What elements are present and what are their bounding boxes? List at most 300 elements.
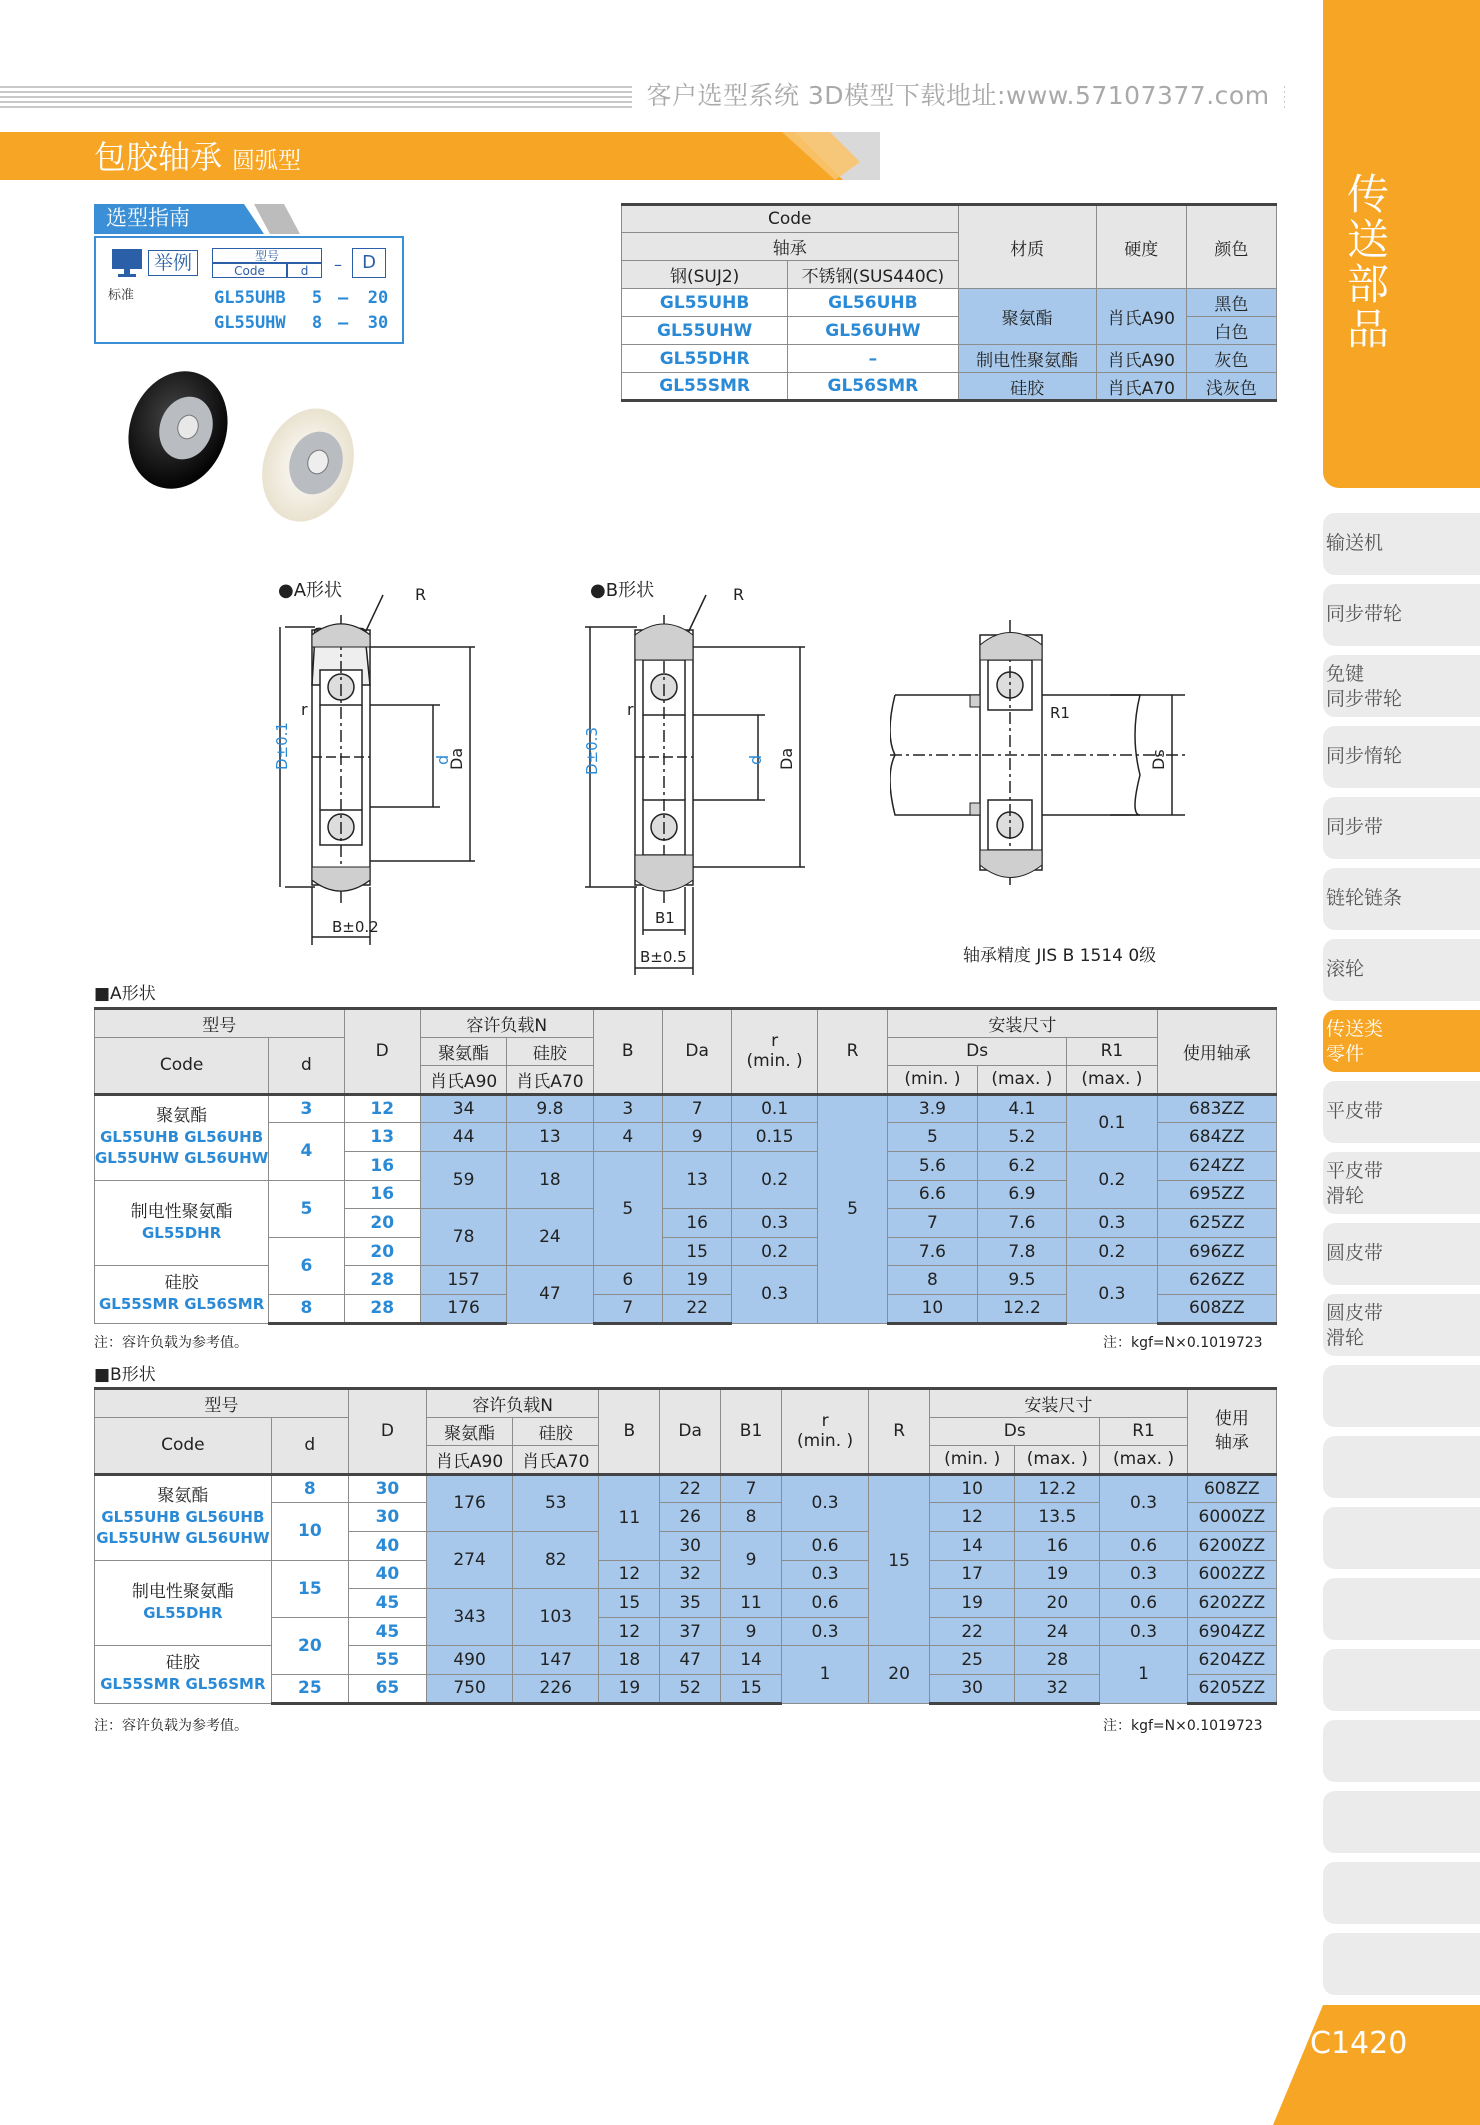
sidebar-empty-tab xyxy=(1323,1507,1480,1569)
cell-B1: 9 xyxy=(721,1531,782,1588)
cell-R1: 0.3 xyxy=(1067,1209,1158,1238)
cell-B: 12 xyxy=(599,1560,660,1589)
th-ds-max: (max. ) xyxy=(977,1066,1067,1095)
product-photo xyxy=(118,360,373,530)
sidebar-title-char: 部 xyxy=(1346,260,1389,309)
th-B1: B1 xyxy=(721,1389,782,1475)
cell-load-pu: 34 xyxy=(420,1094,506,1123)
cell-load-pu: 176 xyxy=(426,1474,512,1531)
page-number: C1420 xyxy=(1310,2026,1408,2061)
cell-Da: 16 xyxy=(662,1209,731,1238)
table-b-title: ■B形状 xyxy=(94,1365,156,1385)
cell-R: 5 xyxy=(817,1094,887,1323)
cell-d: 10 xyxy=(271,1503,348,1560)
guide-D-header: D xyxy=(352,248,386,278)
cell-ds-min: 19 xyxy=(930,1589,1015,1618)
cell-ds-min: 5.6 xyxy=(888,1151,977,1180)
sidebar-category-title xyxy=(1338,172,1398,352)
guide-dash: – xyxy=(334,255,342,274)
th-shore-a90: 肖氏A90 xyxy=(426,1446,512,1475)
table-a-note-left: 注：容许负载为参考值。 xyxy=(94,1335,248,1351)
guide-code: GL55UHB xyxy=(214,288,286,308)
spec-hardness: 肖氏A90 xyxy=(1096,289,1186,345)
sidebar-empty-tab xyxy=(1323,1791,1480,1853)
spec-header-stainless: 不锈钢(SUS440C) xyxy=(788,261,958,289)
cell-r: 0.3 xyxy=(781,1474,868,1531)
spec-hardness: 肖氏A70 xyxy=(1096,373,1186,401)
cell-bearing: 608ZZ xyxy=(1187,1474,1276,1503)
cell-R1: 0.6 xyxy=(1100,1531,1187,1560)
guide-tab-label: 选型指南 xyxy=(106,206,190,230)
spec-material: 制电性聚氨酯 xyxy=(958,345,1096,373)
cell-ds-max: 12.2 xyxy=(1015,1474,1100,1503)
cell-ds-max: 16 xyxy=(1015,1531,1100,1560)
cell-r: 0.6 xyxy=(781,1589,868,1618)
title-main: 包胶轴承 xyxy=(94,138,223,176)
cell-ds-max: 6.2 xyxy=(977,1151,1067,1180)
cell-bearing: 6002ZZ xyxy=(1187,1560,1276,1589)
cell-load-pu: 157 xyxy=(420,1266,506,1295)
spec-color: 黑色 xyxy=(1186,289,1276,317)
table-b xyxy=(94,1387,1277,1705)
cell-D: 55 xyxy=(348,1646,426,1675)
th-type: 型号 xyxy=(95,1389,349,1418)
cell-Da: 52 xyxy=(660,1674,721,1703)
th-B: B xyxy=(599,1389,660,1475)
guide-example-label: 举例 xyxy=(148,250,198,276)
spec-color: 白色 xyxy=(1186,317,1276,345)
cell-R: 15 xyxy=(869,1474,930,1646)
cell-B: 5 xyxy=(593,1151,662,1265)
cell-ds-max: 7.6 xyxy=(977,1209,1067,1238)
cell-B1: 11 xyxy=(721,1589,782,1618)
spec-material: 聚氨酯 xyxy=(958,289,1096,345)
cell-ds-max: 4.1 xyxy=(977,1094,1067,1123)
th-pu: 聚氨酯 xyxy=(426,1417,512,1446)
dim-B: B±0.5 xyxy=(640,948,687,966)
sidebar-empty-tab xyxy=(1323,1862,1480,1924)
mounting-drawing xyxy=(890,615,1185,890)
sidebar-empty-tab xyxy=(1323,1365,1480,1427)
th-load: 容许负载N xyxy=(426,1389,598,1418)
th-code: Code xyxy=(95,1417,272,1474)
th-Da: Da xyxy=(662,1009,731,1095)
dim-Da: Da xyxy=(777,747,796,770)
table-b-note-left: 注：容许负载为参考值。 xyxy=(94,1718,248,1734)
th-D: D xyxy=(344,1009,420,1095)
dim-r: r xyxy=(627,700,634,719)
cell-B: 12 xyxy=(599,1617,660,1646)
spec-code-stainless: – xyxy=(788,345,958,373)
material-spec-table xyxy=(621,203,1277,402)
th-type: 型号 xyxy=(95,1009,345,1038)
sidebar-item[interactable]: 链轮链条 xyxy=(1323,868,1480,930)
group-name: 硅胶 xyxy=(165,1653,200,1674)
sidebar-item[interactable]: 平皮带 xyxy=(1323,1081,1480,1143)
cell-ds-max: 5.2 xyxy=(977,1123,1067,1152)
sidebar-title-char: 送 xyxy=(1346,215,1389,264)
group-pu xyxy=(95,1474,272,1560)
dim-B1: B1 xyxy=(655,909,675,927)
cell-ds-max: 28 xyxy=(1015,1646,1100,1675)
cell-D: 40 xyxy=(348,1531,426,1560)
th-shore-a70: 肖氏A70 xyxy=(507,1066,593,1095)
cell-bearing: 696ZZ xyxy=(1157,1237,1276,1266)
guide-D: 20 xyxy=(367,288,389,308)
group-name: 聚氨酯 xyxy=(156,1106,208,1127)
th-mount: 安装尺寸 xyxy=(930,1389,1188,1418)
dim-R: R xyxy=(415,585,427,604)
cell-D: 28 xyxy=(344,1266,420,1295)
th-si: 硅胶 xyxy=(513,1417,599,1446)
cell-bearing: 6904ZZ xyxy=(1187,1617,1276,1646)
cell-Da: 9 xyxy=(662,1123,731,1152)
cell-load-si: 9.8 xyxy=(507,1094,593,1123)
cell-bearing: 695ZZ xyxy=(1157,1180,1276,1209)
spec-code-steel: GL55SMR xyxy=(622,373,788,401)
spec-header-material: 材质 xyxy=(958,205,1096,289)
dim-Ds: Ds xyxy=(1149,749,1168,770)
cell-Da: 32 xyxy=(660,1560,721,1589)
cell-ds-min: 12 xyxy=(930,1503,1015,1532)
cell-load-si: 226 xyxy=(513,1674,599,1703)
cell-ds-min: 10 xyxy=(888,1294,977,1323)
monitor-icon xyxy=(110,246,144,280)
spec-code-stainless: GL56SMR xyxy=(788,373,958,401)
cell-ds-min: 7 xyxy=(888,1209,977,1238)
cell-ds-max: 13.5 xyxy=(1015,1503,1100,1532)
th-r1-max: (max. ) xyxy=(1100,1446,1187,1475)
cell-Da: 26 xyxy=(660,1503,721,1532)
group-codes: GL55SMR GL56SMR xyxy=(100,1675,266,1694)
sidebar-item[interactable]: 平皮带 滑轮 xyxy=(1323,1152,1480,1214)
cell-bearing: 683ZZ xyxy=(1157,1094,1276,1123)
table-b-note-right: 注：kgf=N×0.1019723 xyxy=(1103,1718,1263,1734)
cell-R1: 0.1 xyxy=(1067,1094,1158,1151)
spec-code-steel: GL55UHB xyxy=(622,289,788,317)
cell-B1: 7 xyxy=(721,1474,782,1503)
cell-B: 7 xyxy=(593,1294,662,1323)
cell-Da: 30 xyxy=(660,1531,721,1560)
th-r-label: r xyxy=(771,1031,779,1052)
cell-ds-min: 8 xyxy=(888,1266,977,1295)
th-r1-max: (max. ) xyxy=(1067,1066,1158,1095)
th-r-min: (min. ) xyxy=(797,1431,854,1452)
cell-load-pu: 274 xyxy=(426,1531,512,1588)
cell-Da: 7 xyxy=(662,1094,731,1123)
cell-ds-min: 7.6 xyxy=(888,1237,977,1266)
cell-bearing: 6202ZZ xyxy=(1187,1589,1276,1618)
cell-D: 20 xyxy=(344,1209,420,1238)
th-bearing: 使用 轴承 xyxy=(1187,1389,1276,1475)
cell-R: 20 xyxy=(869,1646,930,1703)
cell-B: 11 xyxy=(599,1474,660,1560)
cell-load-si: 24 xyxy=(507,1209,593,1266)
th-pu: 聚氨酯 xyxy=(420,1037,506,1066)
th-code: Code xyxy=(95,1037,269,1094)
cell-bearing: 624ZZ xyxy=(1157,1151,1276,1180)
th-Ds: Ds xyxy=(930,1417,1100,1446)
cell-B1: 9 xyxy=(721,1617,782,1646)
cell-D: 16 xyxy=(344,1180,420,1209)
spec-code-stainless: GL56UHB xyxy=(788,289,958,317)
cell-bearing: 625ZZ xyxy=(1157,1209,1276,1238)
cell-r: 0.3 xyxy=(732,1266,818,1323)
group-dhr xyxy=(95,1180,269,1266)
cell-B: 18 xyxy=(599,1646,660,1675)
shape-a-text: A形状 xyxy=(293,580,343,601)
sidebar-empty-tab xyxy=(1323,1436,1480,1498)
cell-R1: 0.6 xyxy=(1100,1589,1187,1618)
cell-ds-min: 30 xyxy=(930,1674,1015,1703)
cell-bearing: 6204ZZ xyxy=(1187,1646,1276,1675)
spec-code-stainless: GL56UHW xyxy=(788,317,958,345)
cell-bearing: 608ZZ xyxy=(1157,1294,1276,1323)
cell-ds-min: 25 xyxy=(930,1646,1015,1675)
cell-Da: 13 xyxy=(662,1151,731,1208)
group-name: 制电性聚氨酯 xyxy=(130,1201,233,1222)
cell-ds-max: 19 xyxy=(1015,1560,1100,1589)
group-codes: GL55UHB GL56UHB GL55UHW GL56UHW xyxy=(96,1508,270,1548)
sidebar-title-char: 品 xyxy=(1346,305,1389,354)
cell-d: 8 xyxy=(269,1294,344,1323)
cell-Da: 35 xyxy=(660,1589,721,1618)
cell-B: 3 xyxy=(593,1094,662,1123)
cell-d: 5 xyxy=(269,1180,344,1237)
cell-ds-max: 6.9 xyxy=(977,1180,1067,1209)
cell-r: 0.1 xyxy=(732,1094,818,1123)
cell-D: 12 xyxy=(344,1094,420,1123)
table-a xyxy=(94,1007,1277,1325)
sidebar-item[interactable]: 同步带 xyxy=(1323,797,1480,859)
dim-R: R xyxy=(733,585,745,604)
cell-bearing: 684ZZ xyxy=(1157,1123,1276,1152)
sidebar-item[interactable]: 同步惰轮 xyxy=(1323,726,1480,788)
cell-d: 8 xyxy=(271,1474,348,1503)
cell-Da: 22 xyxy=(660,1474,721,1503)
shape-b-label: ●B形状 xyxy=(590,580,655,601)
th-B: B xyxy=(593,1009,662,1095)
spec-material: 硅胶 xyxy=(958,373,1096,401)
guide-row xyxy=(214,313,398,338)
th-R1: R1 xyxy=(1100,1417,1187,1446)
cell-d: 3 xyxy=(269,1094,344,1123)
cell-load-pu: 490 xyxy=(426,1646,512,1675)
cell-r: 0.15 xyxy=(732,1123,818,1152)
cell-ds-min: 3.9 xyxy=(888,1094,977,1123)
cell-load-pu: 59 xyxy=(420,1151,506,1208)
cell-Da: 22 xyxy=(662,1294,731,1323)
sidebar-item[interactable]: 传送类 零件 xyxy=(1323,1010,1480,1072)
cell-r: 1 xyxy=(781,1646,868,1703)
cell-R1: 0.2 xyxy=(1067,1237,1158,1266)
dim-Da: Da xyxy=(447,747,466,770)
th-Da: Da xyxy=(660,1389,721,1475)
cell-load-pu: 78 xyxy=(420,1209,506,1266)
spec-header-steel: 钢(SUJ2) xyxy=(622,261,788,289)
cell-bearing: 6200ZZ xyxy=(1187,1531,1276,1560)
cell-B1: 14 xyxy=(721,1646,782,1675)
cell-R1: 0.3 xyxy=(1100,1617,1187,1646)
group-codes: GL55SMR GL56SMR xyxy=(99,1295,265,1314)
guide-code-header: Code xyxy=(212,263,287,278)
group-codes: GL55UHB GL56UHB GL55UHW GL56UHW xyxy=(95,1128,269,1168)
cell-load-si: 147 xyxy=(513,1646,599,1675)
cell-R1: 1 xyxy=(1100,1646,1187,1703)
spec-header-bearing: 轴承 xyxy=(622,233,959,261)
guide-D: 30 xyxy=(367,313,389,333)
dim-R1: R1 xyxy=(1050,704,1070,722)
cell-bearing: 6205ZZ xyxy=(1187,1674,1276,1703)
cell-load-pu: 176 xyxy=(420,1294,506,1323)
cell-ds-max: 20 xyxy=(1015,1589,1100,1618)
th-Ds: Ds xyxy=(888,1037,1067,1066)
th-R: R xyxy=(869,1389,930,1475)
cell-ds-max: 9.5 xyxy=(977,1266,1067,1295)
group-si xyxy=(95,1266,269,1323)
table-a-title: ■A形状 xyxy=(94,984,156,1004)
guide-code: GL55UHW xyxy=(214,313,286,333)
dim-D: D±0.3 xyxy=(583,727,601,775)
group-name: 制电性聚氨酯 xyxy=(131,1581,234,1602)
guide-dash: – xyxy=(338,288,349,308)
page-title xyxy=(94,137,301,181)
cell-B: 6 xyxy=(593,1266,662,1295)
sidebar-empty-tab xyxy=(1323,1649,1480,1711)
sidebar-item[interactable]: 滚轮 xyxy=(1323,939,1480,1001)
cell-B1: 8 xyxy=(721,1503,782,1532)
cell-ds-min: 5 xyxy=(888,1123,977,1152)
shape-b-drawing xyxy=(575,575,830,985)
dim-B: B±0.2 xyxy=(332,918,379,936)
cell-D: 13 xyxy=(344,1123,420,1152)
guide-dash: – xyxy=(338,313,349,333)
th-r xyxy=(732,1009,818,1095)
cell-load-pu: 44 xyxy=(420,1123,506,1152)
guide-d-header: d xyxy=(287,263,322,278)
shape-a-drawing xyxy=(255,575,515,975)
selection-guide-box xyxy=(94,236,404,344)
cell-B: 4 xyxy=(593,1123,662,1152)
dim-d: d xyxy=(746,754,765,765)
table-a-note-right: 注：kgf=N×0.1019723 xyxy=(1103,1335,1263,1351)
cell-B: 19 xyxy=(599,1674,660,1703)
cell-load-pu: 750 xyxy=(426,1674,512,1703)
th-shore-a70: 肖氏A70 xyxy=(513,1446,599,1475)
dim-r: r xyxy=(301,700,308,719)
guide-std-label: 标准 xyxy=(108,288,135,303)
cell-d: 25 xyxy=(271,1674,348,1703)
th-r xyxy=(781,1389,868,1475)
th-ds-max: (max. ) xyxy=(1015,1446,1100,1475)
th-load: 容许负载N xyxy=(420,1009,593,1038)
guide-row xyxy=(214,288,398,313)
group-name: 聚氨酯 xyxy=(157,1486,209,1507)
th-r-label: r xyxy=(821,1411,829,1432)
sidebar-item[interactable]: 输送机 xyxy=(1323,513,1480,575)
cell-R1: 0.3 xyxy=(1100,1474,1187,1531)
th-R: R xyxy=(817,1009,887,1095)
cell-ds-min: 22 xyxy=(930,1617,1015,1646)
spec-hardness: 肖氏A90 xyxy=(1096,345,1186,373)
spec-header-code: Code xyxy=(622,205,959,233)
dim-D: D±0.1 xyxy=(273,722,291,770)
th-ds-min: (min. ) xyxy=(930,1446,1015,1475)
guide-example-rows xyxy=(214,288,398,338)
th-si: 硅胶 xyxy=(507,1037,593,1066)
cell-R1: 0.2 xyxy=(1067,1151,1158,1208)
cell-r: 0.3 xyxy=(781,1560,868,1589)
cell-r: 0.3 xyxy=(781,1617,868,1646)
cell-load-pu: 343 xyxy=(426,1589,512,1646)
cell-D: 16 xyxy=(344,1151,420,1180)
cell-ds-max: 24 xyxy=(1015,1617,1100,1646)
cell-B: 15 xyxy=(599,1589,660,1618)
cell-Da: 15 xyxy=(662,1237,731,1266)
th-d: d xyxy=(271,1417,348,1474)
cell-load-si: 18 xyxy=(507,1151,593,1208)
bearing-accuracy-note: 轴承精度 JIS B 1514 0级 xyxy=(963,946,1157,966)
cell-ds-max: 12.2 xyxy=(977,1294,1067,1323)
sidebar-item[interactable]: 圆皮带 xyxy=(1323,1223,1480,1285)
th-shore-a90: 肖氏A90 xyxy=(420,1066,506,1095)
cell-D: 28 xyxy=(344,1294,420,1323)
dim-d: d xyxy=(433,754,452,765)
page-number-tab xyxy=(1273,2005,1480,2125)
sidebar-empty-tab xyxy=(1323,1720,1480,1782)
cell-B1: 15 xyxy=(721,1674,782,1703)
cell-load-si: 103 xyxy=(513,1589,599,1646)
group-name: 硅胶 xyxy=(164,1273,199,1294)
cell-Da: 37 xyxy=(660,1617,721,1646)
spec-color: 灰色 xyxy=(1186,345,1276,373)
title-sub: 圆弧型 xyxy=(232,148,302,174)
cell-r: 0.3 xyxy=(732,1209,818,1238)
sidebar-empty-tab xyxy=(1323,1578,1480,1640)
cell-r: 0.2 xyxy=(732,1237,818,1266)
spec-code-steel: GL55UHW xyxy=(622,317,788,345)
th-r-min: (min. ) xyxy=(746,1051,803,1072)
th-ds-min: (min. ) xyxy=(888,1066,977,1095)
cell-r: 0.6 xyxy=(781,1531,868,1560)
cell-Da: 19 xyxy=(662,1266,731,1295)
shape-a-label: ●A形状 xyxy=(278,580,343,601)
group-codes: GL55DHR xyxy=(143,1603,223,1622)
sidebar-title-char: 传 xyxy=(1346,170,1389,219)
cell-ds-min: 6.6 xyxy=(888,1180,977,1209)
guide-model-no: 型号 xyxy=(212,248,322,263)
sidebar-item[interactable]: 同步带轮 xyxy=(1323,584,1480,646)
th-d: d xyxy=(269,1037,344,1094)
sidebar-empty-tab xyxy=(1323,1933,1480,1995)
cell-D: 40 xyxy=(348,1560,426,1589)
sidebar-item[interactable]: 圆皮带 滑轮 xyxy=(1323,1294,1480,1356)
cell-d: 4 xyxy=(269,1123,344,1180)
shape-b-text: B形状 xyxy=(605,580,655,601)
cell-r: 0.2 xyxy=(732,1151,818,1208)
spec-code-steel: GL55DHR xyxy=(622,345,788,373)
cell-ds-min: 17 xyxy=(930,1560,1015,1589)
cell-d: 15 xyxy=(271,1560,348,1617)
guide-d: 8 xyxy=(311,313,323,333)
cell-ds-min: 10 xyxy=(930,1474,1015,1503)
sidebar-item[interactable]: 免键 同步带轮 xyxy=(1323,655,1480,717)
cell-d: 20 xyxy=(271,1617,348,1674)
group-dhr xyxy=(95,1560,272,1646)
spec-color: 浅灰色 xyxy=(1186,373,1276,401)
th-bearing: 使用轴承 xyxy=(1157,1009,1276,1095)
cell-bearing: 6000ZZ xyxy=(1187,1503,1276,1532)
